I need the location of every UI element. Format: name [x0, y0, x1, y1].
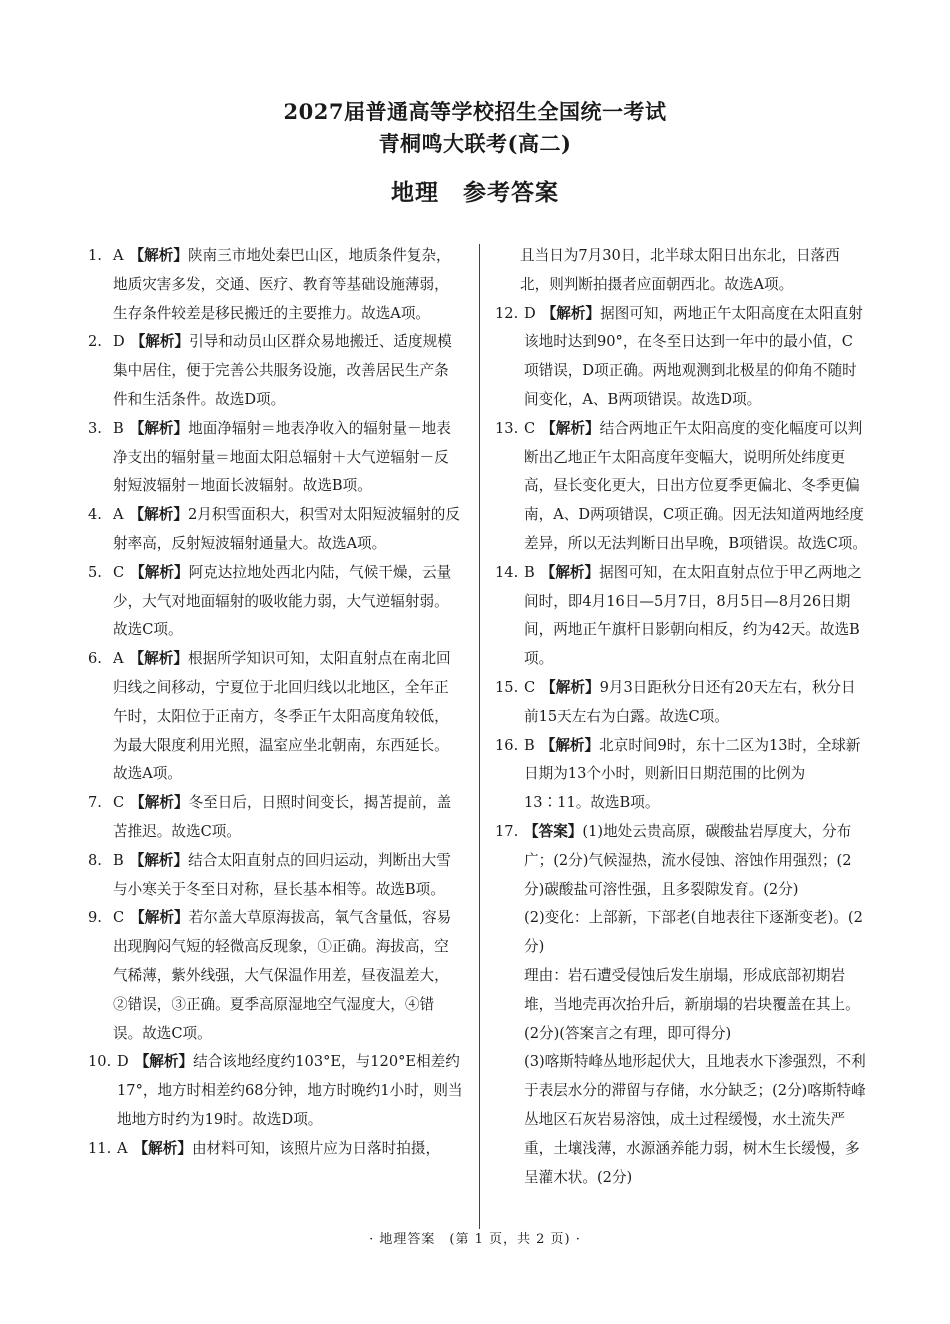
analysis-tag: 【解析】: [129, 650, 188, 668]
item-number: 9.: [88, 909, 102, 927]
answer-item: [88, 501, 463, 559]
item-text: 冬至日后，日照时间变长，揭苫提前，盖苫推迟。故选C项。: [113, 794, 452, 840]
item-number: 4.: [88, 506, 102, 524]
answer-item: [88, 789, 463, 847]
analysis-tag: 【解析】: [540, 563, 600, 581]
answer-item: [88, 1135, 463, 1164]
item-text: 且当日为7月30日，北半球太阳日出东北，日落西北，则判断拍摄者应面朝西北。故选A项。: [520, 247, 840, 293]
item-text: 据图可知，在太阳直射点位于甲乙两地之间时，即4月16日—5月7日，8月5日—8月26日期间，两地正午旗杆日影朝向相反，约为42天。故选B项。: [524, 563, 862, 668]
item-text: 据图可知，两地正午太阳高度在太阳直射该地时达到90°，在冬至日达到一年中的最小值，C项错误，D项正确。两地观测到北极星的仰角不随时间变化，A、B两项错误。故选D项。: [524, 304, 863, 408]
analysis-tag: 【解析】: [134, 1053, 194, 1071]
item-text: 结合两地正午太阳高度的变化幅度可以判断出乙地正午太阳高度年变幅大，说明所处纬度更高，昼长变化更大，日出方位夏季更偏北、冬季更偏南，A、D两项错误，C项正确。因无法知道两地经度差异，所以无法判断日出早晚，B项错误。故选C项。: [524, 419, 867, 552]
q17-part1: (1)地处云贵高原，碳酸盐岩厚度大，分布广；(2分)气候湿热，流水侵蚀、溶蚀作用强烈；(2分)碳酸盐可溶性强，且多裂隙发育。(2分): [524, 822, 852, 898]
column-divider: [479, 244, 480, 1229]
q17-part3: (3)喀斯特峰丛地形起伏大，且地表水下渗强烈，不利于表层水分的滞留与存储，水分缺乏；(2分)喀斯特峰丛地区石灰岩易溶蚀，成土过程缓慢，水土流失严重，土壤浅薄，水源涵养能力弱，树木生长缓慢，多呈灌木状。(2分): [524, 1053, 866, 1186]
answer-item: [495, 732, 867, 818]
subject-title: 地理 参考答案: [391, 179, 559, 206]
item-number: 10.: [88, 1053, 112, 1071]
item-text: 陕南三市地处秦巴山区，地质条件复杂，地质灾害多发，交通、医疗、教育等基础设施薄弱，生存条件较差是移民搬迁的主要推力。故选A项。: [113, 247, 451, 322]
item-answer: C: [113, 909, 125, 927]
item-number: 17.: [495, 822, 519, 840]
q17-part2: (2)变化：上部新，下部老(自地表往下逐渐变老)。(2分): [524, 909, 863, 956]
item-number: 13.: [495, 419, 519, 437]
answer-item-17: [495, 818, 867, 904]
answer-item: [495, 559, 867, 674]
item-text: 地面净辐射＝地表净收入的辐射量－地表净支出的辐射量＝地面太阳总辐射＋大气逆辐射－反射短波辐射－地面长波辐射。故选B项。: [113, 419, 451, 495]
item-answer: D: [113, 333, 125, 351]
analysis-tag: 【解析】: [130, 794, 189, 812]
answer-item: [88, 242, 463, 328]
analysis-tag: 【解析】: [130, 333, 190, 351]
page-footer: · 地理答案 (第 1 页，共 2 页) ·: [369, 1232, 581, 1247]
answer-item: [88, 1048, 463, 1134]
answer-item: [495, 300, 867, 415]
item-answer: C: [113, 563, 125, 581]
analysis-tag: 【解析】: [130, 909, 189, 927]
item-text: 结合该地经度约103°E，与120°E相差约17°，地方时相差约68分钟，地方时晚约1小时，则当地地方时约为19时。故选D项。: [117, 1053, 463, 1128]
item-answer: A: [113, 650, 124, 668]
item-number: 2.: [88, 333, 102, 351]
answer-item: [88, 847, 463, 905]
analysis-tag: 【解析】: [541, 419, 600, 437]
item-answer: B: [113, 851, 124, 869]
item-number: 16.: [495, 736, 519, 754]
analysis-tag: 【解析】: [540, 736, 600, 754]
analysis-tag: 【解析】: [129, 851, 189, 869]
item-answer: C: [113, 794, 125, 812]
item-text: 根据所学知识可知，太阳直射点在南北回归线之间移动，宁夏位于北回归线以北地区，全年正午时，太阳位于正南方，冬季正午太阳高度角较低，为最大限度利用光照，温室应坐北朝南，东西延长。故选A项。: [113, 650, 451, 783]
analysis-tag: 【解析】: [130, 563, 189, 581]
item-number: 15.: [495, 678, 519, 696]
exam-title: 2027届普通高等学校招生全国统一考试: [283, 99, 667, 124]
answer-item: [88, 415, 463, 501]
item-answer: A: [113, 247, 124, 264]
item-text: 若尔盖大草原海拔高，氧气含量低，容易出现胸闷气短的轻微高反现象，①正确。海拔高，空气稀薄，紫外线强，大气保温作用差，昼夜温差大，②错误，③正确。夏季高原湿地空气湿度大，④错误。故选C项。: [113, 909, 452, 1042]
analysis-tag: 【解析】: [133, 1139, 192, 1157]
item-text: 结合太阳直射点的回归运动，判断出大雪与小寒关于冬至日对称，昼长基本相等。故选B项。: [113, 851, 451, 898]
answer-item: [88, 328, 463, 414]
item-answer: D: [524, 304, 536, 322]
answer-item: [88, 904, 463, 1048]
exam-subtitle: 青桐鸣大联考(高二): [378, 131, 572, 156]
item-answer: C: [524, 419, 536, 437]
answer-item: [495, 674, 867, 732]
item-continuation: [495, 242, 867, 300]
item-text: 由材料可知，该照片应为日落时拍摄，: [191, 1139, 441, 1157]
answer-item: [88, 559, 463, 645]
item-answer: B: [524, 563, 535, 581]
item-text: 9月3日距秋分日还有20天左右，秋分日前15天左右为白露。故选C项。: [524, 678, 856, 725]
item-number: 3.: [88, 419, 102, 437]
left-column: [88, 242, 463, 1164]
item-number: 7.: [88, 794, 102, 812]
item-text: 北京时间9时，东十二区为13时，全球新日期为13个小时，则新旧日期范围的比例为13∶11。故选B项。: [524, 736, 861, 812]
item-answer: A: [117, 1139, 128, 1157]
item-number: 5.: [88, 563, 102, 581]
right-column: [495, 242, 867, 1192]
item-number: 14.: [495, 563, 519, 581]
item-answer: B: [524, 736, 535, 754]
item-number: 12.: [495, 304, 519, 322]
item-answer: A: [113, 506, 124, 524]
item-answer: C: [524, 678, 536, 696]
item-number: 1.: [88, 247, 102, 264]
analysis-tag: 【解析】: [129, 419, 189, 437]
item-answer: D: [117, 1053, 129, 1071]
item-text: 阿克达拉地处西北内陆，气候干燥，云量少，大气对地面辐射的吸收能力弱，大气逆辐射弱。故选C项。: [113, 563, 452, 639]
item-number: 11.: [88, 1139, 112, 1157]
header: [0, 96, 950, 207]
analysis-tag: 【解析】: [541, 304, 601, 322]
answer-item: [495, 415, 867, 559]
item-text: 引导和动员山区群众易地搬迁、适度规模集中居住，便于完善公共服务设施，改善居民生产条件和生活条件。故选D项。: [113, 333, 452, 408]
item-number: 8.: [88, 851, 102, 869]
item-text: 2月积雪面积大，积雪对太阳短波辐射的反射率高，反射短波辐射通量大。故选A项。: [113, 506, 460, 552]
analysis-tag: 【解析】: [541, 678, 600, 696]
item-number: 6.: [88, 650, 102, 668]
item-answer: B: [113, 419, 124, 437]
analysis-tag: 【解析】: [129, 506, 188, 524]
answer-tag: 【答案】: [524, 822, 583, 840]
analysis-tag: 【解析】: [129, 247, 188, 264]
q17-part2-reason: 理由：岩石遭受侵蚀后发生崩塌，形成底部初期岩堆，当地壳再次抬升后，新崩塌的岩块覆盖在其上。(2分)(答案言之有理，即可得分): [524, 966, 860, 1042]
answer-item: [88, 645, 463, 789]
